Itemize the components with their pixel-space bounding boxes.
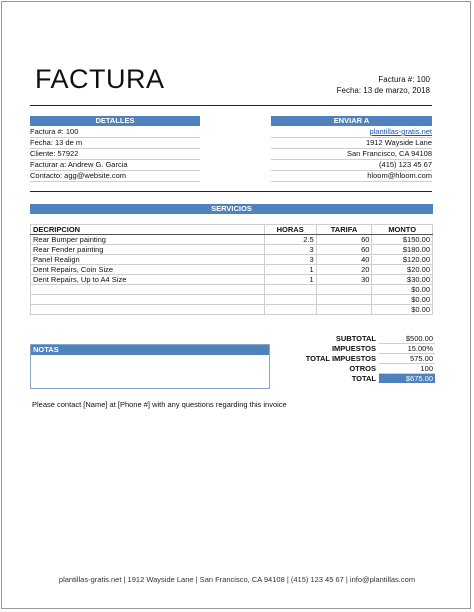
row-hours: 1 <box>264 275 316 285</box>
col-description: DECRIPCION <box>31 225 265 235</box>
row-description <box>31 285 265 295</box>
row-hours: 1 <box>264 265 316 275</box>
details-invoice-number: Factura #: 100 <box>30 127 200 138</box>
row-amount: $20.00 <box>372 265 433 275</box>
ship-email: hloom@hloom.com <box>271 171 432 182</box>
col-rate: TARIFA <box>316 225 372 235</box>
row-description <box>31 295 265 305</box>
totals-row <box>276 354 435 364</box>
table-row <box>31 255 433 265</box>
row-hours <box>264 285 316 295</box>
totals-row <box>276 334 435 344</box>
details-client: Cliente: 57922 <box>30 149 200 160</box>
row-description <box>31 305 265 315</box>
row-amount: $0.00 <box>372 285 433 295</box>
invoice-title: FACTURA <box>35 64 165 94</box>
row-rate <box>316 295 372 305</box>
table-row <box>31 245 433 255</box>
row-description: Rear Fender painting <box>31 245 265 255</box>
invoice-page <box>1 1 471 609</box>
totals-row <box>276 344 435 354</box>
table-row <box>31 275 433 285</box>
invoice-date: Fecha: 13 de marzo, 2018 <box>336 86 430 95</box>
footer: plantillas-gratis.net | 1912 Wayside Lane | San Francisco, CA 94108 | (415) 123 45 67 | info@plantillas.com <box>58 575 416 584</box>
row-rate: 60 <box>316 245 372 255</box>
invoice-number: Factura #: 100 <box>378 75 430 84</box>
row-rate <box>316 285 372 295</box>
notes-heading: NOTAS <box>31 345 269 355</box>
grand-total-value: $675.00 <box>379 374 435 384</box>
row-hours: 3 <box>264 245 316 255</box>
other-value: 100 <box>379 364 435 374</box>
row-rate: 60 <box>316 235 372 245</box>
services-table <box>30 224 433 315</box>
details-heading: DETALLES <box>30 116 200 126</box>
tax-rate-label: IMPUESTOS <box>331 344 376 353</box>
contact-note: Please contact [Name] at [Phone #] with any questions regarding this invoice <box>32 400 287 409</box>
subtotal-label: SUBTOTAL <box>335 334 376 344</box>
row-amount: $180.00 <box>372 245 433 255</box>
row-description: Rear Bumper painting <box>31 235 265 245</box>
row-description: Dent Repairs, Coin Size <box>31 265 265 275</box>
services-header-row <box>31 225 433 235</box>
row-amount: $150.00 <box>372 235 433 245</box>
totals-row <box>276 364 435 374</box>
tax-rate-value: 15.00% <box>379 344 435 354</box>
row-description: Dent Repairs, Up to A4 Size <box>31 275 265 285</box>
table-row <box>31 305 433 315</box>
header-divider <box>30 105 432 106</box>
ship-heading: ENVIAR A <box>271 116 432 126</box>
row-rate: 40 <box>316 255 372 265</box>
row-amount: $0.00 <box>372 295 433 305</box>
invoice-meta <box>337 74 430 96</box>
table-row <box>31 285 433 295</box>
other-label: OTROS <box>349 364 376 373</box>
row-amount: $120.00 <box>372 255 433 265</box>
row-hours: 3 <box>264 255 316 265</box>
row-hours <box>264 305 316 315</box>
row-hours: 2.5 <box>264 235 316 245</box>
row-amount: $30.00 <box>372 275 433 285</box>
col-hours: HORAS <box>264 225 316 235</box>
table-row <box>31 235 433 245</box>
row-amount: $0.00 <box>372 305 433 315</box>
grand-total-row <box>276 374 435 384</box>
totals-table <box>276 334 435 383</box>
grand-total-label: TOTAL <box>351 373 376 383</box>
ship-city: San Francisco, CA 94108 <box>271 149 432 160</box>
row-rate: 20 <box>316 265 372 275</box>
details-bill-to: Facturar a: Andrew G. Garcia <box>30 160 200 171</box>
services-heading: SERVICIOS <box>30 204 433 214</box>
table-row <box>31 295 433 305</box>
details-date: Fecha: 13 de m <box>30 138 200 149</box>
ship-street: 1912 Wayside Lane <box>271 138 432 149</box>
row-rate <box>316 305 372 315</box>
subtotal-value: $500.00 <box>379 334 435 344</box>
col-amount: MONTO <box>372 225 433 235</box>
ship-website[interactable] <box>271 127 432 138</box>
row-rate: 30 <box>316 275 372 285</box>
row-hours <box>264 295 316 305</box>
details-contact: Contacto: agg@website.com <box>30 171 200 182</box>
details-divider <box>30 191 432 192</box>
row-description: Panel Realign <box>31 255 265 265</box>
total-tax-label: TOTAL IMPUESTOS <box>305 354 376 363</box>
total-tax-value: 575.00 <box>379 354 435 364</box>
notes-box[interactable] <box>30 344 270 389</box>
table-row <box>31 265 433 275</box>
ship-phone: (415) 123 45 67 <box>271 160 432 171</box>
ship-website-link[interactable]: plantillas-gratis.net <box>369 127 432 136</box>
